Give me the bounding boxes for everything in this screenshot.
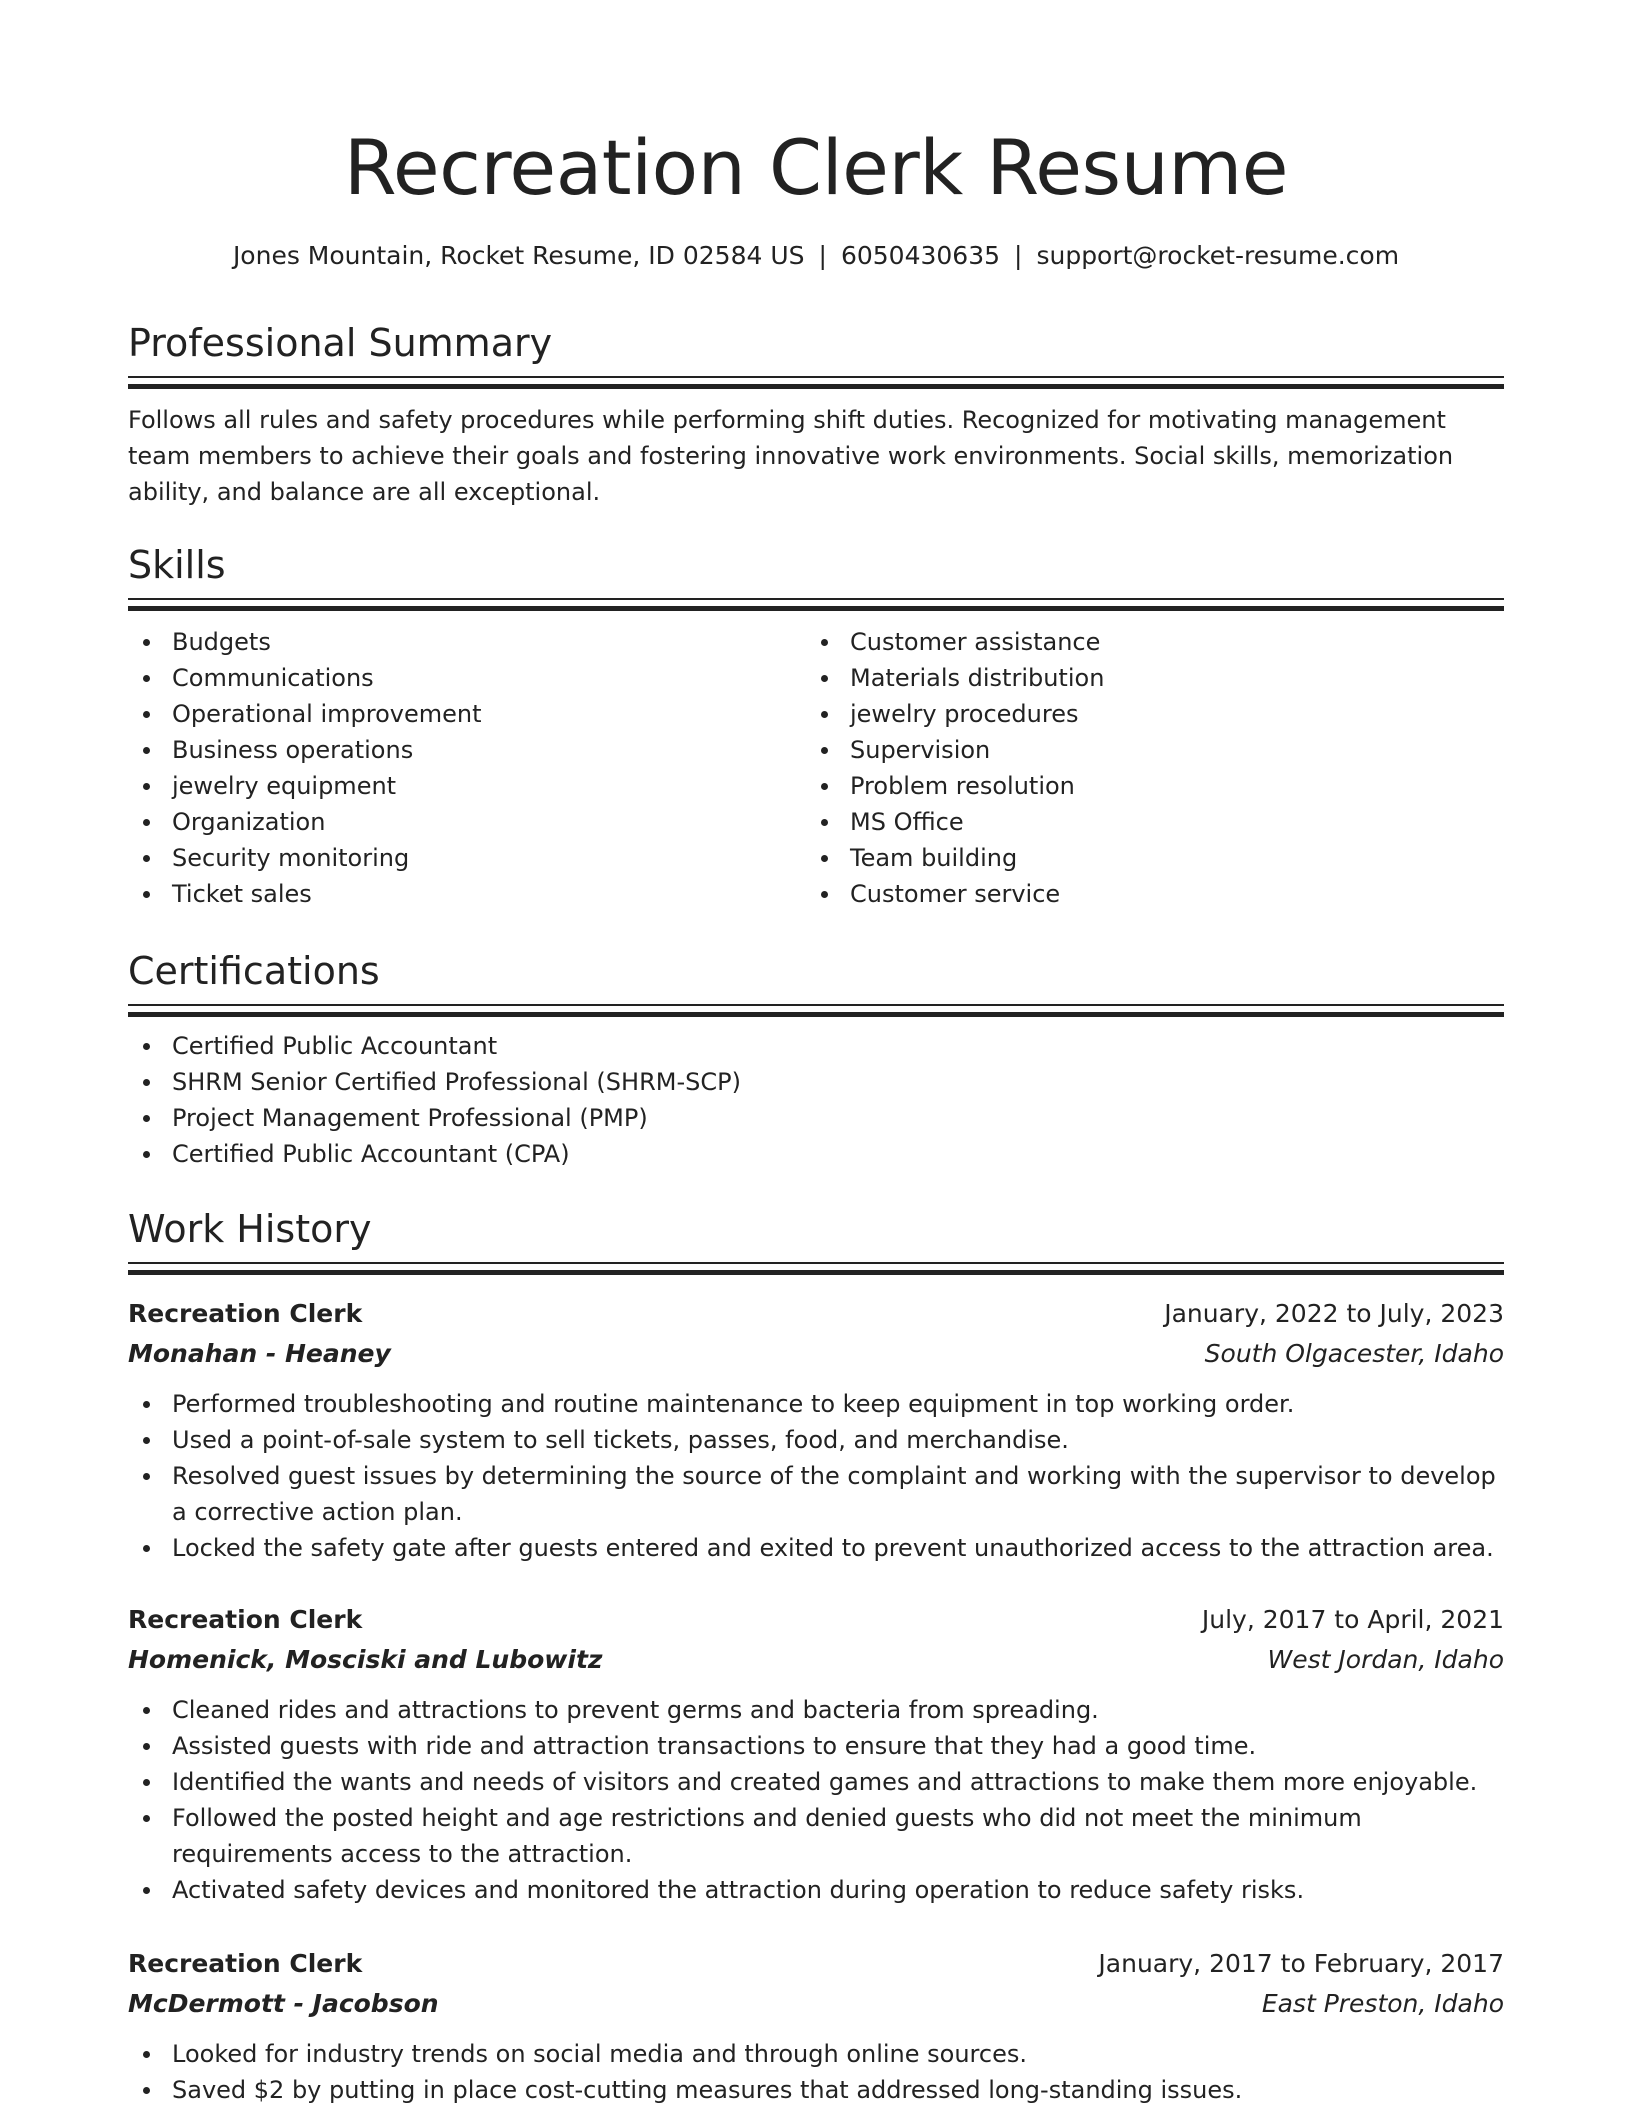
skill-item: Problem resolution (806, 768, 1484, 804)
job-header (128, 1944, 1504, 1984)
job-bullet: Activated safety devices and monitored the attraction during operation to reduce safety risks. (128, 1872, 1504, 1908)
work-history-section (128, 1204, 1504, 1274)
certifications-list (128, 1028, 1504, 1172)
section-divider (128, 376, 1504, 388)
job-bullets (128, 1386, 1504, 1566)
skills-heading: Skills (128, 543, 226, 587)
job-location: East Preston, Idaho (1261, 1989, 1504, 2018)
work-history-heading: Work History (128, 1207, 372, 1251)
skills-list-left (128, 624, 806, 912)
contact-email[interactable]: support@rocket-resume.com (1036, 241, 1400, 270)
job-bullets (128, 2036, 1504, 2108)
job-bullet: Locked the safety gate after guests entered and exited to prevent unauthorized access to the attraction area. (128, 1530, 1504, 1566)
certifications-heading: Certifications (128, 949, 380, 993)
skill-item: Organization (128, 804, 806, 840)
skill-item: Team building (806, 840, 1484, 876)
job-subheader (128, 1640, 1504, 1680)
job-company: Monahan - Heaney (128, 1339, 391, 1368)
job-bullet: Followed the posted height and age restrictions and denied guests who did not meet the minimum requirements access to the attraction. (128, 1800, 1504, 1872)
job-bullet: Assisted guests with ride and attraction transactions to ensure that they had a good time. (128, 1728, 1504, 1764)
skill-item: Operational improvement (128, 696, 806, 732)
job-company: McDermott - Jacobson (128, 1989, 439, 2018)
skill-item: Customer assistance (806, 624, 1484, 660)
skill-item: Supervision (806, 732, 1484, 768)
job-location: South Olgacester, Idaho (1204, 1339, 1504, 1368)
skill-item: Customer service (806, 876, 1484, 912)
job-company: Homenick, Mosciski and Lubowitz (128, 1645, 603, 1674)
skill-item: jewelry procedures (806, 696, 1484, 732)
contact-phone: 6050430635 (840, 241, 1001, 270)
job-bullet: Resolved guest issues by determining the source of the complaint and working with the supervisor to develop a corrective action plan. (128, 1458, 1504, 1530)
summary-heading: Professional Summary (128, 321, 553, 365)
job-dates: January, 2022 to July, 2023 (1164, 1299, 1504, 1328)
summary-text: Follows all rules and safety procedures while performing shift duties. Recognized for motivating management team members to achieve their goals and fostering innovative work environments. Social skills, memorization ability, and balance are all exceptional. (128, 406, 1454, 506)
job-location: West Jordan, Idaho (1267, 1645, 1504, 1674)
certification-item: SHRM Senior Certified Professional (SHRM-SCP) (128, 1064, 1504, 1100)
job-bullet: Identified the wants and needs of visitors and created games and attractions to make them more enjoyable. (128, 1764, 1504, 1800)
job-title: Recreation Clerk (128, 1605, 363, 1634)
contact-separator: | (1014, 241, 1023, 270)
skills-columns (128, 624, 1504, 912)
resume-title: Recreation Clerk Resume (343, 123, 1289, 212)
skill-item: jewelry equipment (128, 768, 806, 804)
skill-item: Business operations (128, 732, 806, 768)
section-divider (128, 1004, 1504, 1016)
contact-separator: | (818, 241, 827, 270)
job-dates: July, 2017 to April, 2021 (1201, 1605, 1504, 1634)
section-divider (128, 1262, 1504, 1274)
skill-item: Security monitoring (128, 840, 806, 876)
section-divider (128, 598, 1504, 610)
summary-section (128, 318, 1504, 510)
job-bullets (128, 1692, 1504, 1908)
certification-item: Certified Public Accountant (128, 1028, 1504, 1064)
job-bullet: Looked for industry trends on social media and through online sources. (128, 2036, 1504, 2072)
job-header (128, 1294, 1504, 1334)
contact-address: Jones Mountain, Rocket Resume, ID 02584 US (232, 241, 805, 270)
job-bullet: Used a point-of-sale system to sell tickets, passes, food, and merchandise. (128, 1422, 1504, 1458)
skill-item: Budgets (128, 624, 806, 660)
skills-list-right (806, 624, 1484, 912)
job-bullet: Saved $2 by putting in place cost-cutting measures that addressed long-standing issues. (128, 2072, 1504, 2108)
job-dates: January, 2017 to February, 2017 (1098, 1949, 1504, 1978)
job-header (128, 1600, 1504, 1640)
contact-line (128, 238, 1504, 274)
skill-item: Materials distribution (806, 660, 1484, 696)
skills-section (128, 540, 1504, 912)
certification-item: Certified Public Accountant (CPA) (128, 1136, 1504, 1172)
job-subheader (128, 1334, 1504, 1374)
certifications-section (128, 946, 1504, 1172)
job-subheader (128, 1984, 1504, 2024)
job-title: Recreation Clerk (128, 1299, 363, 1328)
job-entry (128, 1944, 1504, 2108)
skill-item: Ticket sales (128, 876, 806, 912)
job-entry (128, 1600, 1504, 1908)
job-title: Recreation Clerk (128, 1949, 363, 1978)
job-bullet: Cleaned rides and attractions to prevent germs and bacteria from spreading. (128, 1692, 1504, 1728)
skill-item: Communications (128, 660, 806, 696)
skill-item: MS Office (806, 804, 1484, 840)
job-bullet: Performed troubleshooting and routine maintenance to keep equipment in top working order. (128, 1386, 1504, 1422)
certification-item: Project Management Professional (PMP) (128, 1100, 1504, 1136)
job-entry (128, 1294, 1504, 1566)
